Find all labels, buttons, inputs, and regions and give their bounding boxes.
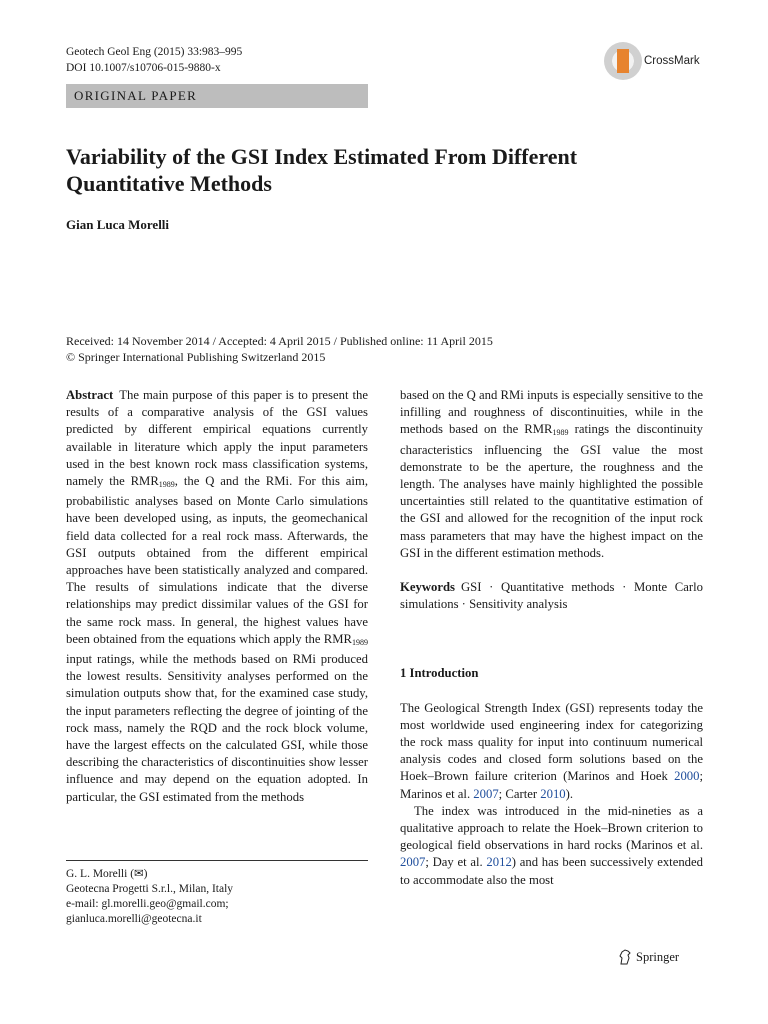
crossmark-icon: [604, 42, 642, 80]
footnote-email[interactable]: e-mail: gl.morelli.geo@gmail.com;: [66, 898, 229, 910]
section-heading-introduction: 1 Introduction: [400, 666, 479, 681]
keywords: [400, 579, 703, 613]
intro-paragraph-1: The Geological Strength Index (GSI) represents today the most worldwide used engineering index for categorizing the rock mass quality for input into continuum numerical analysis codes and closed form solutions based on the Hoek–Brown failure criterion (Marinos and Hoek 2000; Marinos et al. 2007; Carter 2010).: [400, 700, 703, 801]
crossmark-label: CrossMark: [644, 55, 700, 67]
right-column: [400, 387, 703, 889]
copyright-line: © Springer International Publishing Switzerland 2015: [66, 350, 326, 364]
keywords-list: GSI · Quantitative methods · Monte Carlo simulations · Sensitivity analysis: [400, 580, 703, 612]
citation-link[interactable]: 2010: [540, 786, 566, 801]
citation-link[interactable]: 2007: [400, 855, 426, 870]
springer-horse-icon: [618, 949, 632, 965]
author-footnote: [66, 867, 368, 927]
keywords-label: Keywords: [400, 580, 455, 595]
left-column: [66, 387, 368, 806]
paper-title: Variability of the GSI Index Estimated From Different Quantitative Methods: [66, 144, 578, 196]
footnote-email[interactable]: gianluca.morelli@geotecna.it: [66, 913, 202, 925]
abstract-continued: based on the Q and RMi inputs is especially sensitive to the infilling and roughness of discontinuities, while in the methods based on the $RMR_{1989}$ ratings the discontinuity characteristics influencing the GSI value the most demonstrate to be the aperture, the roughness and the length. The analyses have mainly highlighted the possible uncertainties still related to the quantitative estimation of the GSI and allowed for the recognition of the input rock mass parameters that may have the highest impact on the GSI in the different estimation methods.: [400, 388, 703, 560]
intro-paragraph-2: The index was introduced in the mid-nineties as a qualitative approach to relate the Hoek–Brown criterion to geological field observations in hard rocks (Marinos et al. 2007; Day et al. 2012) and has been successively extended to accommodate also the most: [400, 803, 703, 887]
abstract: Abstract The main purpose of this paper is to present the results of a comparative analysis of the GSI values predicted by different empirical equations currently available in literature which apply the input parameters used in the best known rock mass classification systems, namely the $RMR_{1989}$, the Q and the RMi. For this aim, probabilistic analyses based on Monte Carlo simulations have been developed using, as inputs, the geomechanical field data collected for a real rock mass. Afterwards, the GSI outputs obtained from the different empirical approaches have been statistically analyzed and compared. The results of simulations indicate that the diverse relationships may predict dissimilar values of the GSI for the same rock mass. In general, the highest values have been obtained from the equations which apply the $RMR_{1989}$ input ratings, while the methods based on RMi produced the lowest results. Sensitivity analyses performed on the simulation outputs show that, for the examined case study, the input parameters reflecting the degree of jointing of the rock mass, namely the RQD and the rock block volume, have the largest effects on the calculated GSI, while those describing the characteristics of discontinuities show lesser influence and may depend on the equation adopted. In particular, the GSI estimated from the methods: [66, 388, 368, 804]
journal-reference: [66, 44, 242, 76]
journal-citation: Geotech Geol Eng (2015) 33:983–995: [66, 46, 243, 58]
article-type-banner: ORIGINAL PAPER: [66, 84, 368, 108]
footnote-divider: [66, 860, 368, 861]
author-name[interactable]: Gian Luca Morelli: [66, 217, 170, 232]
abstract-label: Abstract: [66, 388, 114, 402]
footnote-author: G. L. Morelli (✉): [66, 868, 148, 880]
publisher-footer: [618, 949, 679, 965]
citation-link[interactable]: 2000: [674, 769, 700, 784]
history-dates: Received: 14 November 2014 / Accepted: 4 April 2015 / Published online: 11 April 2015: [66, 334, 493, 348]
citation-link[interactable]: 2012: [486, 855, 512, 870]
publisher-name: Springer: [636, 949, 680, 964]
publication-dates: [66, 333, 706, 365]
footnote-affiliation: Geotecna Progetti S.r.l., Milan, Italy: [66, 883, 234, 895]
crossmark-link[interactable]: [604, 42, 700, 80]
doi-line: DOI 10.1007/s10706-015-9880-x: [66, 62, 221, 74]
citation-link[interactable]: 2007: [473, 786, 499, 801]
